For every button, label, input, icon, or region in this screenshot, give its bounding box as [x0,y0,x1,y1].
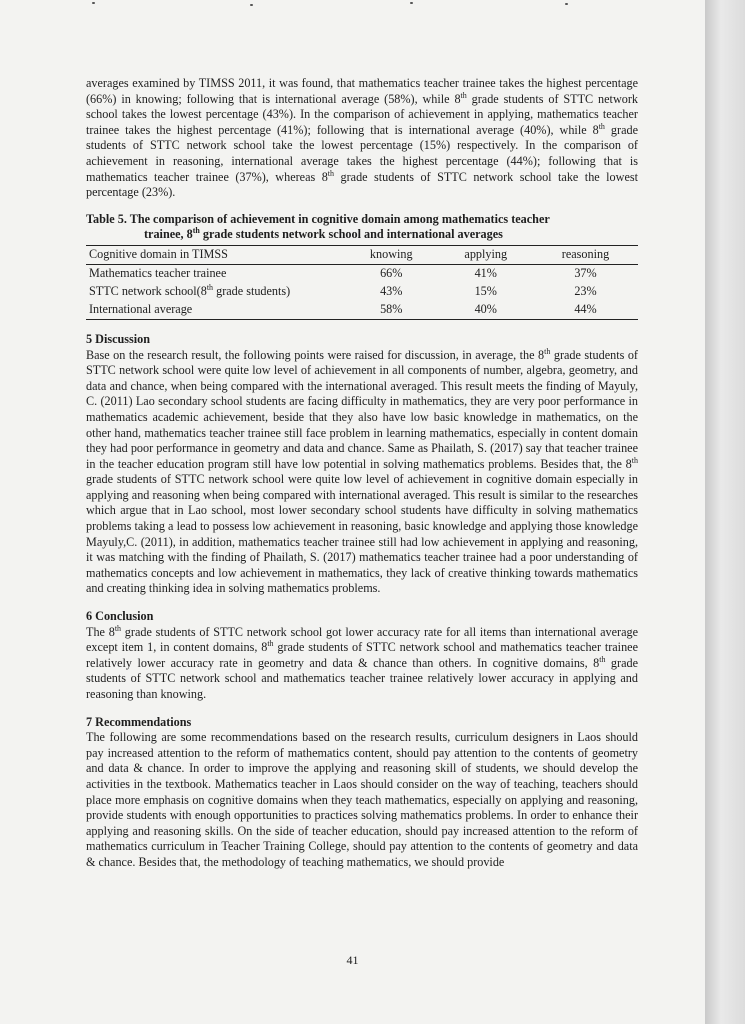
scan-speck [250,4,253,6]
table-cell: 58% [380,301,403,316]
table-row [86,283,638,301]
table-cell: 44% [574,301,597,316]
discussion-heading: 5 Discussion [86,331,151,346]
page-number: 41 [346,953,359,967]
recommendations-paragraph: The following are some recommendations based on the research results, curriculum designers in Laos should pay increased attention to the reform of mathematics content, should pay attention to the contents of geometry and data & chance. In order to improve the applying and reasoning skill of students, we should develop the activities in the textbook. Mathematics teacher in Laos should consider on the way of teaching, teachers should place more emphasis on cognitive domains when they teach mathematics, especially on applying and reasoning, provide students with enough opportunities to practices solving mathematics problems. In order to enhance their applying and reasoning skills. On the side of teacher education, should pay increased attention to the reform of mathematics curriculum in Teacher Training College, should pay attention to the contents of geometry and data & chance. Besides that, the methodology of teaching mathematics, we should provide [86,730,638,869]
table-header-cell: reasoning [561,246,610,261]
scan-speck [92,2,95,4]
table-row [86,264,638,283]
table-cell: 15% [474,283,497,298]
table-cell: 66% [380,265,403,280]
intro-paragraph: averages examined by TIMSS 2011, it was found, that mathematics teacher trainee takes the highest percentage (66%) in knowing; following that is international average (58%), while 8th grade students of STTC network school takes the lowest percentage (43%). In the comparison of achievement in applying, mathematics teacher trainee takes the highest percentage (41%); following that is international average (40%), while 8th grade students of STTC network school take the lowest percentage (15%) respectively. In the comparison of achievement in reasoning, international average takes the highest percentage (44%); following that is mathematics teacher trainee (37%), whereas 8th grade students of STTC network school take the lowest percentage (23%). [86,76,638,200]
table-caption-line2: trainee, 8th grade students network school and international averages [144,226,503,242]
conclusion-heading: 6 Conclusion [86,609,154,624]
table-caption [86,212,638,243]
table-header-cell: knowing [369,246,413,261]
table-cell: 37% [574,265,597,280]
recommendations-heading: 7 Recommendations [86,714,192,729]
table-cell: STTC network school(8th grade students) [89,282,291,298]
comparison-table [86,245,638,320]
binding-edge [705,0,745,1024]
table-header-cell: Cognitive domain in TIMSS [89,246,228,261]
table-row [86,301,638,320]
table-cell: 41% [474,265,497,280]
scan-speck [565,3,568,5]
conclusion-paragraph: The 8th grade students of STTC network school got lower accuracy rate for all items than international average except item 1, in content domains, 8th grade students of STTC network school and mathematics teacher trainee relatively lower accuracy rate in geometry and data & chance than others. In cognitive domains, 8th grade students of STTC network school and mathematics teacher trainee relatively lower accuracy in applying and reasoning than knowing. [86,623,639,701]
page-content [86,76,638,871]
table-cell: 23% [574,283,597,298]
table-cell: International average [89,301,193,316]
scan-speck [410,2,413,4]
table-header-cell: applying [464,246,508,261]
table-cell: Mathematics teacher trainee [89,265,227,280]
table-caption-line1: Table 5. The comparison of achievement in cognitive domain among mathematics teacher [86,211,550,226]
table-cell: 43% [380,283,403,298]
table-cell: 40% [474,301,497,316]
table-header-row [86,245,638,264]
discussion-paragraph: Base on the research result, the following points were raised for discussion, in average, the 8th grade students of STTC network school were quite low level of achievement in all components of number, algebra, geometry, and data and chance, when being compared with the international averaged. This result meets the finding of Mayuly, C. (2011) Lao secondary school students are facing difficulty in mathematics, they are very poor performance in mathematics academic achievement, beside that they also have low basic knowledge in mathematics, on the other hand, mathematics teacher trainee still face problem in learning mathematics, especially in content domain they had poor performance in geometry and data and chance. Same as Phailath, S. (2017) say that teacher trainee in the teacher education program still have low potential in solving mathematics problems. Besides that, the 8th grade students of STTC network school were quite low level of achievement in cognitive domain especially in applying and reasoning when being compared with international averaged. This result is similar to the researches which argue that in Lao school, most lower secondary school students have difficulty in solving mathematics problems taking a lead to possess low achievement in reasoning, basic knowledge and applying those knowledge Mayuly,C. (2011), in addition, mathematics teacher trainee still had low achievement in applying and reasoning, it was matching with the finding of Phailath, S. (2017) mathematics teacher trainee had a poor understanding of mathematics concepts and low achievement in mathematics, they lack of creative thinking towards mathematics and creating thinking idea in solving mathematics problems. [86,346,638,596]
